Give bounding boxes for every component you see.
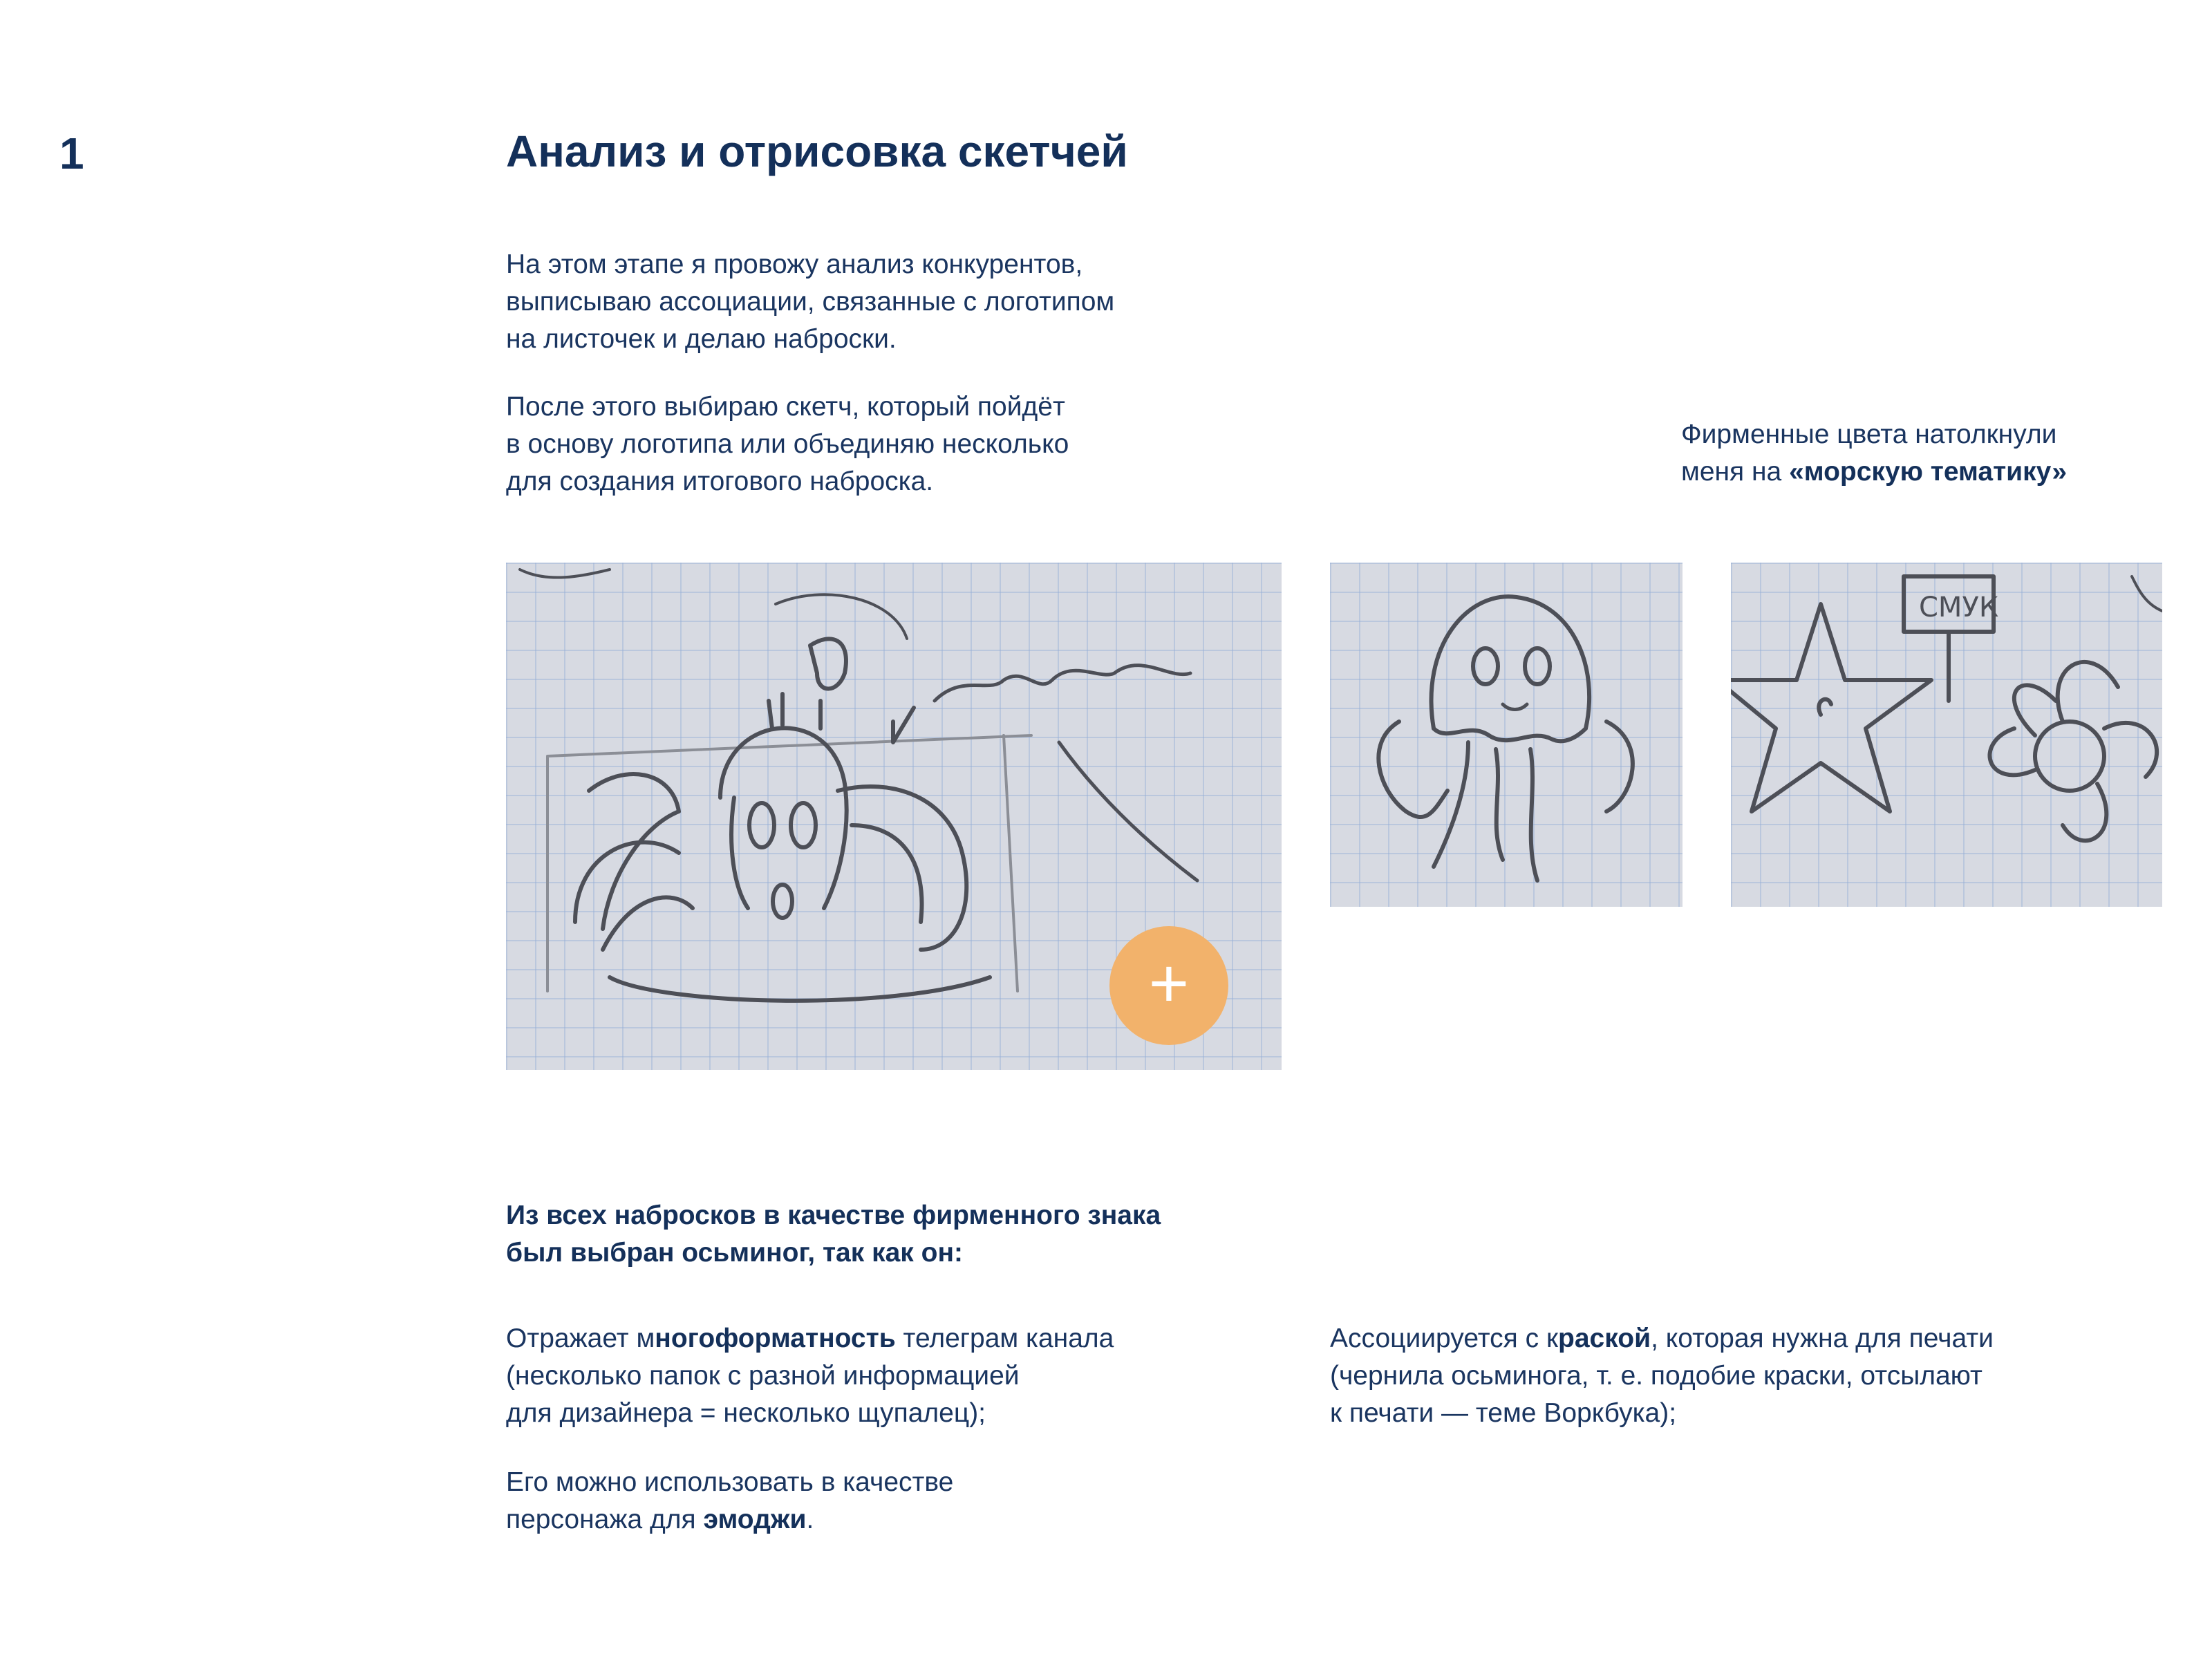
reason-right-highlight: раской bbox=[1558, 1324, 1651, 1353]
reason-emoji-line-2 bbox=[506, 1501, 953, 1539]
reason-emoji-line-1: Его можно использовать в качестве bbox=[506, 1467, 954, 1497]
intro-paragraph-1 bbox=[506, 246, 1114, 358]
note-highlight: «морскую тематику» bbox=[1789, 457, 2068, 487]
reason-left-line-2: (несколько папок с разной информацией bbox=[506, 1361, 1020, 1391]
starfish-sketch-drawing bbox=[1731, 563, 2162, 907]
reason-left-line-3: для дизайнера = несколько щупалец); bbox=[506, 1398, 986, 1428]
jellyfish-sketch-drawing bbox=[1330, 563, 1683, 907]
reason-ink bbox=[1330, 1320, 1994, 1432]
reason-emoji-highlight: эмоджи bbox=[703, 1505, 807, 1534]
lead-line-2: был выбран осьминог, так как он: bbox=[506, 1238, 964, 1268]
jellyfish-sketch-image[interactable] bbox=[1330, 563, 1683, 907]
step-number: 1 bbox=[59, 129, 84, 178]
reason-right-line-2: (чернила осьминога, т. е. подобие краски, отсылают bbox=[1330, 1361, 1983, 1391]
reason-emoji-prefix: персонажа для bbox=[506, 1505, 704, 1534]
intro-p1-line-3: на листочек и делаю наброски. bbox=[506, 324, 897, 354]
reason-right-line-1 bbox=[1330, 1320, 1994, 1357]
reason-left-highlight: ногоформатность bbox=[655, 1324, 896, 1353]
intro-p2-line-2: в основу логотипа или объединяю несколько bbox=[506, 429, 1069, 459]
page-title: Анализ и отрисовка скетчей bbox=[506, 126, 1128, 176]
note-line-2-prefix: меня на bbox=[1681, 457, 1790, 487]
conclusion-lead bbox=[506, 1197, 1161, 1272]
note-line-1: Фирменные цвета натолкнули bbox=[1681, 420, 2057, 449]
expand-image-button[interactable]: + bbox=[1109, 926, 1228, 1045]
reason-left-suffix: телеграм канала bbox=[895, 1324, 1114, 1353]
reason-right-prefix: Ассоциируется с к bbox=[1330, 1324, 1559, 1353]
intro-p2-line-1: После этого выбираю скетч, который пойдёт bbox=[506, 392, 1065, 422]
color-theme-note bbox=[1681, 416, 2067, 491]
starfish-sketch-image[interactable] bbox=[1731, 563, 2162, 907]
reason-emoji-suffix: . bbox=[806, 1505, 814, 1534]
intro-p1-line-1: На этом этапе я провожу анализ конкурентов, bbox=[506, 250, 1083, 279]
reason-left-line-1 bbox=[506, 1320, 1114, 1357]
sketch-scribble-text: СМУК bbox=[1919, 592, 1999, 623]
reason-right-suffix: , которая нужна для печати bbox=[1651, 1324, 1994, 1353]
reason-left-prefix: Отражает м bbox=[506, 1324, 655, 1353]
intro-p2-line-3: для создания итогового наброска. bbox=[506, 467, 934, 496]
reason-right-line-3: к печати — теме Воркбука); bbox=[1330, 1398, 1677, 1428]
intro-paragraph-2 bbox=[506, 388, 1069, 500]
reason-emoji bbox=[506, 1464, 953, 1539]
lead-line-1: Из всех набросков в качестве фирменного знака bbox=[506, 1201, 1161, 1230]
intro-p1-line-2: выписываю ассоциации, связанные с логотипом bbox=[506, 287, 1115, 317]
reason-multiformat bbox=[506, 1320, 1114, 1432]
note-line-2 bbox=[1681, 453, 2067, 491]
